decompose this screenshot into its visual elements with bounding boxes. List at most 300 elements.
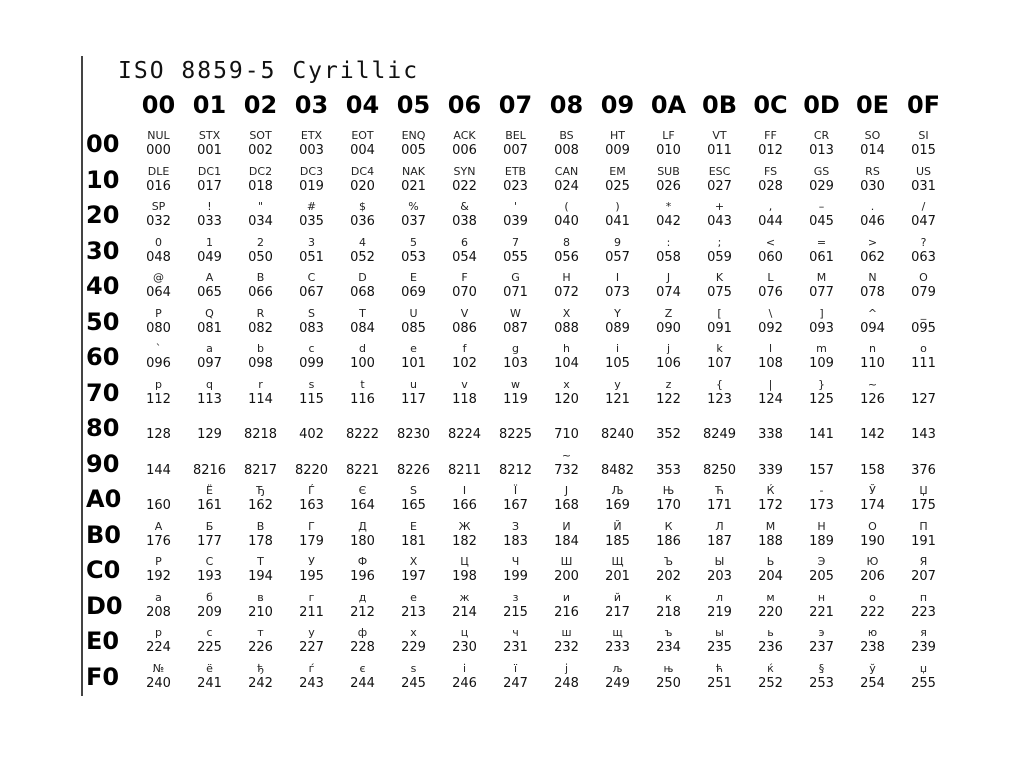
cell-code: 022 — [452, 178, 477, 194]
table-cell — [796, 270, 847, 304]
cell-code: 071 — [503, 285, 528, 300]
cell-code: 194 — [248, 569, 273, 584]
cell-character: І — [462, 484, 467, 497]
table-cell — [286, 199, 337, 233]
cell-character — [133, 448, 184, 463]
table-cell — [337, 306, 388, 340]
cell-character: m — [816, 342, 827, 355]
table-cell — [592, 554, 643, 588]
table-cell — [745, 270, 796, 304]
table-cell — [898, 235, 949, 269]
table-cell — [133, 164, 184, 198]
cell-character: : — [666, 235, 671, 249]
cell-character: q — [206, 377, 213, 391]
cell-code: 220 — [758, 604, 783, 620]
cell-code: 174 — [860, 498, 885, 513]
cell-code: 190 — [860, 533, 885, 549]
cell-character: э — [818, 626, 825, 639]
cell-character: [ — [717, 306, 722, 320]
cell-code: 090 — [656, 320, 681, 336]
table-cell — [439, 590, 490, 624]
table-cell — [541, 377, 592, 411]
cell-code: 198 — [452, 569, 477, 584]
cell-code: 199 — [503, 569, 528, 584]
cell-code: 026 — [656, 178, 681, 194]
row-header: 20 — [86, 201, 120, 229]
cell-character: k — [716, 342, 723, 355]
cell-code: 178 — [248, 533, 273, 549]
cell-character: SO — [864, 129, 881, 142]
table-cell — [388, 590, 439, 624]
cell-code: 096 — [146, 356, 171, 371]
cell-code: 066 — [248, 285, 273, 300]
table-cell — [847, 412, 898, 446]
cell-code: 165 — [401, 498, 426, 513]
cell-code: 732 — [554, 462, 579, 478]
cell-character: Э — [817, 555, 826, 568]
table-cell — [898, 519, 949, 553]
table-cell — [643, 128, 694, 162]
cell-code: 171 — [707, 498, 732, 513]
cell-character — [592, 448, 643, 463]
cell-character: e — [410, 342, 417, 355]
cell-code: 142 — [860, 427, 885, 442]
cell-character — [184, 448, 235, 463]
cell-code: 8211 — [447, 462, 482, 478]
cell-code: 010 — [656, 143, 681, 158]
cell-code: 255 — [911, 675, 936, 691]
table-cell — [337, 661, 388, 695]
table-cell — [439, 554, 490, 588]
table-cell — [388, 377, 439, 411]
cell-code: 187 — [707, 533, 732, 549]
table-cell — [337, 625, 388, 659]
cell-character — [694, 448, 745, 463]
cell-code: 016 — [146, 178, 171, 194]
column-header: 02 — [243, 91, 278, 119]
cell-code: 034 — [248, 214, 273, 229]
table-cell — [592, 412, 643, 446]
table-cell — [286, 235, 337, 269]
cell-character: " — [257, 200, 264, 213]
table-cell — [643, 661, 694, 695]
cell-character: M — [816, 271, 827, 284]
cell-code: 195 — [299, 569, 324, 584]
cell-code: 172 — [758, 498, 783, 513]
cell-code: 231 — [503, 640, 528, 655]
cell-code: 093 — [809, 320, 834, 336]
table-cell — [388, 199, 439, 233]
cell-character: к — [665, 590, 672, 604]
cell-code: 045 — [809, 214, 834, 229]
cell-code: 223 — [911, 604, 936, 620]
cell-code: 001 — [197, 143, 222, 158]
cell-character: b — [257, 342, 264, 355]
cell-character — [847, 412, 898, 427]
cell-character — [439, 448, 490, 463]
cell-character: DC2 — [248, 164, 273, 178]
table-cell — [388, 341, 439, 375]
cell-character: Я — [919, 555, 928, 568]
table-cell — [898, 128, 949, 162]
table-cell — [694, 306, 745, 340]
cell-code: 114 — [248, 391, 273, 407]
table-cell — [643, 590, 694, 624]
cell-character: h — [563, 342, 570, 355]
cell-code: 177 — [197, 533, 222, 549]
cell-code: 048 — [146, 249, 171, 265]
cell-character: l — [768, 342, 773, 355]
cell-character: Е — [410, 519, 417, 533]
cell-code: 024 — [554, 178, 579, 194]
table-cell — [745, 306, 796, 340]
cell-character: ё — [206, 661, 213, 675]
cell-character: Ч — [511, 555, 520, 568]
cell-character: ` — [155, 342, 162, 355]
cell-character — [337, 448, 388, 463]
table-cell — [796, 306, 847, 340]
cell-character: Є — [358, 484, 367, 497]
cell-code: 030 — [860, 178, 885, 194]
table-cell — [439, 625, 490, 659]
cell-code: 109 — [809, 356, 834, 371]
cell-code: 376 — [911, 462, 936, 478]
column-header: 03 — [294, 91, 329, 119]
table-cell — [745, 519, 796, 553]
table-cell — [592, 519, 643, 553]
cell-code: 241 — [197, 675, 222, 691]
cell-character: 2 — [257, 235, 264, 249]
cell-code: 040 — [554, 214, 579, 229]
cell-code: 015 — [911, 143, 936, 158]
row-header: F0 — [86, 662, 120, 691]
table-cell — [541, 448, 592, 482]
cell-code: 044 — [758, 214, 783, 229]
cell-character: W — [510, 306, 521, 320]
table-cell — [133, 590, 184, 624]
cell-character: 3 — [308, 235, 315, 249]
table-cell — [184, 483, 235, 517]
table-cell — [490, 270, 541, 304]
table-cell — [745, 128, 796, 162]
table-cell — [490, 590, 541, 624]
cell-code: 710 — [554, 427, 579, 442]
cell-character: № — [152, 661, 165, 675]
cell-character: ] — [819, 306, 824, 320]
cell-character: B — [256, 271, 265, 284]
cell-code: 058 — [656, 249, 681, 265]
cell-character: н — [817, 590, 826, 604]
cell-character: P — [155, 306, 162, 320]
table-cell — [796, 661, 847, 695]
table-cell — [184, 625, 235, 659]
row-header: C0 — [86, 556, 121, 584]
cell-code: 212 — [350, 604, 375, 620]
cell-character: ж — [459, 590, 470, 604]
cell-character: DC4 — [350, 164, 375, 178]
cell-character — [592, 412, 643, 427]
cell-character: з — [512, 590, 519, 604]
cell-character: . — [870, 200, 875, 213]
table-cell — [898, 661, 949, 695]
cell-character: Ф — [357, 555, 368, 568]
table-cell — [694, 519, 745, 553]
cell-code: 197 — [401, 569, 426, 584]
cell-code: 008 — [554, 143, 579, 158]
cell-code: 065 — [197, 285, 222, 300]
table-cell — [592, 199, 643, 233]
cell-character: Ќ — [766, 484, 775, 497]
cell-code: 111 — [911, 356, 936, 371]
table-cell — [847, 448, 898, 482]
table-cell — [796, 448, 847, 482]
cell-character: 6 — [461, 235, 468, 249]
table-cell — [133, 625, 184, 659]
left-margin-rule — [81, 56, 83, 696]
cell-character: % — [408, 200, 419, 213]
table-cell — [490, 306, 541, 340]
cell-code: 042 — [656, 214, 681, 229]
table-cell — [133, 519, 184, 553]
cell-code: 087 — [503, 320, 528, 336]
cell-character: ы — [715, 626, 724, 639]
cell-code: 037 — [401, 214, 426, 229]
row-header: 90 — [86, 449, 120, 478]
table-cell — [388, 270, 439, 304]
table-cell — [694, 483, 745, 517]
cell-character: X — [562, 306, 571, 320]
cell-character: П — [919, 519, 928, 533]
table-cell — [745, 590, 796, 624]
table-cell — [490, 412, 541, 446]
cell-character: s — [308, 377, 315, 391]
cell-code: 166 — [452, 498, 477, 513]
cell-code: 120 — [554, 391, 579, 407]
cell-character: С — [205, 555, 214, 568]
cell-code: 064 — [146, 285, 171, 300]
cell-code: 186 — [656, 533, 681, 549]
cell-character: ї — [513, 661, 518, 675]
cell-code: 107 — [707, 356, 732, 371]
cell-character: ESC — [708, 164, 731, 178]
table-cell — [439, 448, 490, 482]
cell-code: 088 — [554, 320, 579, 336]
table-cell — [694, 164, 745, 198]
table-cell — [643, 377, 694, 411]
cell-character: $ — [359, 200, 366, 213]
cell-character: ђ — [257, 661, 264, 675]
table-cell — [184, 235, 235, 269]
table-cell — [643, 270, 694, 304]
cell-code: 204 — [758, 569, 783, 584]
table-cell — [745, 341, 796, 375]
cell-code: 081 — [197, 320, 222, 336]
table-cell — [235, 590, 286, 624]
cell-code: 236 — [758, 640, 783, 655]
cell-character — [133, 412, 184, 427]
cell-character — [847, 448, 898, 463]
cell-character: ; — [717, 235, 722, 249]
table-cell — [337, 164, 388, 198]
cell-code: 036 — [350, 214, 375, 229]
table-cell — [235, 448, 286, 482]
table-cell — [796, 625, 847, 659]
cell-character: i — [615, 342, 620, 355]
cell-code: 029 — [809, 178, 834, 194]
cell-code: 028 — [758, 178, 783, 194]
table-cell — [286, 448, 337, 482]
cell-character: 1 — [206, 235, 213, 249]
cell-character: у — [308, 626, 315, 639]
table-cell — [133, 377, 184, 411]
table-cell — [745, 377, 796, 411]
cell-character — [541, 412, 592, 427]
table-cell — [133, 341, 184, 375]
cell-code: 157 — [809, 462, 834, 478]
table-cell — [745, 199, 796, 233]
cell-code: 247 — [503, 675, 528, 691]
cell-code: 099 — [299, 356, 324, 371]
cell-code: 027 — [707, 178, 732, 194]
column-header: 0D — [803, 91, 840, 119]
cell-code: 003 — [299, 143, 324, 158]
table-cell — [694, 377, 745, 411]
cell-character: v — [461, 377, 468, 391]
column-header: 0E — [855, 91, 890, 119]
cell-character: ? — [920, 235, 927, 249]
cell-character — [490, 412, 541, 427]
cell-code: 353 — [656, 462, 681, 478]
table-cell — [184, 128, 235, 162]
table-cell — [592, 341, 643, 375]
cell-code: 217 — [605, 604, 630, 620]
cell-character: = — [816, 235, 827, 249]
cell-character: ѓ — [308, 661, 315, 675]
cell-code: 185 — [605, 533, 630, 549]
table-cell — [898, 164, 949, 198]
cell-code: 011 — [707, 143, 732, 158]
table-cell — [337, 199, 388, 233]
cell-character: У — [308, 555, 315, 568]
column-header-row — [133, 90, 949, 122]
table-cell — [541, 128, 592, 162]
cell-character — [235, 448, 286, 463]
cell-code: 035 — [299, 214, 324, 229]
cell-code: 211 — [299, 604, 324, 620]
cell-code: 8212 — [498, 462, 533, 478]
cell-code: 209 — [197, 604, 222, 620]
table-cell — [490, 377, 541, 411]
cell-character: SUB — [657, 164, 680, 178]
cell-code: 055 — [503, 249, 528, 265]
table-cell — [337, 128, 388, 162]
cell-character: 5 — [410, 235, 417, 249]
cell-character: N — [868, 271, 877, 284]
cell-character: d — [359, 342, 366, 355]
table-cell — [847, 270, 898, 304]
cell-code: 216 — [554, 604, 579, 620]
cell-code: 061 — [809, 249, 834, 265]
cell-character: , — [768, 200, 773, 213]
cell-character: J — [666, 271, 671, 284]
cell-character: Г — [308, 519, 315, 533]
table-cell — [541, 164, 592, 198]
table-cell — [592, 625, 643, 659]
table-cell — [847, 306, 898, 340]
table-cell — [439, 483, 490, 517]
cell-code: 167 — [503, 498, 528, 513]
table-cell — [184, 519, 235, 553]
cell-character: # — [306, 200, 317, 213]
cell-character: Ї — [513, 484, 518, 497]
cell-code: 141 — [809, 427, 834, 442]
table-cell — [592, 448, 643, 482]
table-cell — [694, 341, 745, 375]
table-cell — [439, 164, 490, 198]
cell-code: 8221 — [345, 462, 380, 478]
cell-code: 102 — [452, 356, 477, 371]
table-cell — [490, 235, 541, 269]
cell-code: 033 — [197, 214, 222, 229]
table-cell — [337, 377, 388, 411]
cell-code: 208 — [146, 604, 171, 620]
cell-character: ќ — [767, 661, 774, 675]
cell-character: О — [868, 519, 877, 533]
cell-code: 8226 — [396, 462, 431, 478]
cell-character: 0 — [155, 235, 162, 249]
cell-character: б — [206, 590, 213, 604]
table-cell — [592, 590, 643, 624]
table-cell — [847, 625, 898, 659]
table-cell — [694, 199, 745, 233]
cell-character: ^ — [867, 306, 878, 320]
column-header: 04 — [345, 91, 380, 119]
cell-character: Щ — [611, 555, 624, 568]
cell-code: 110 — [860, 356, 885, 371]
table-cell — [592, 164, 643, 198]
cell-code: 043 — [707, 214, 732, 229]
cell-character: CAN — [554, 164, 579, 178]
cell-character: a — [206, 342, 213, 355]
cell-character: I — [615, 271, 620, 284]
cell-character — [643, 448, 694, 463]
cell-code: 239 — [911, 640, 936, 655]
table-cell — [235, 661, 286, 695]
table-cell — [286, 341, 337, 375]
cell-character: Ѓ — [308, 484, 315, 497]
table-cell — [439, 377, 490, 411]
cell-code: 8217 — [243, 462, 278, 478]
cell-character — [388, 448, 439, 463]
cell-code: 105 — [605, 356, 630, 371]
table-cell — [694, 412, 745, 446]
cell-character: ѕ — [410, 661, 417, 675]
cell-character: A — [205, 271, 214, 284]
table-cell — [745, 412, 796, 446]
table-cell — [337, 483, 388, 517]
cell-code: 023 — [503, 178, 528, 194]
table-cell — [898, 554, 949, 588]
cell-code: 115 — [299, 391, 324, 407]
table-cell — [541, 625, 592, 659]
table-cell — [235, 235, 286, 269]
table-cell — [490, 483, 541, 517]
cell-code: 127 — [911, 391, 936, 407]
cell-code: 129 — [197, 427, 222, 442]
cell-character — [898, 377, 949, 392]
table-cell — [847, 590, 898, 624]
page-title: ISO 8859-5 Cyrillic — [118, 58, 420, 84]
